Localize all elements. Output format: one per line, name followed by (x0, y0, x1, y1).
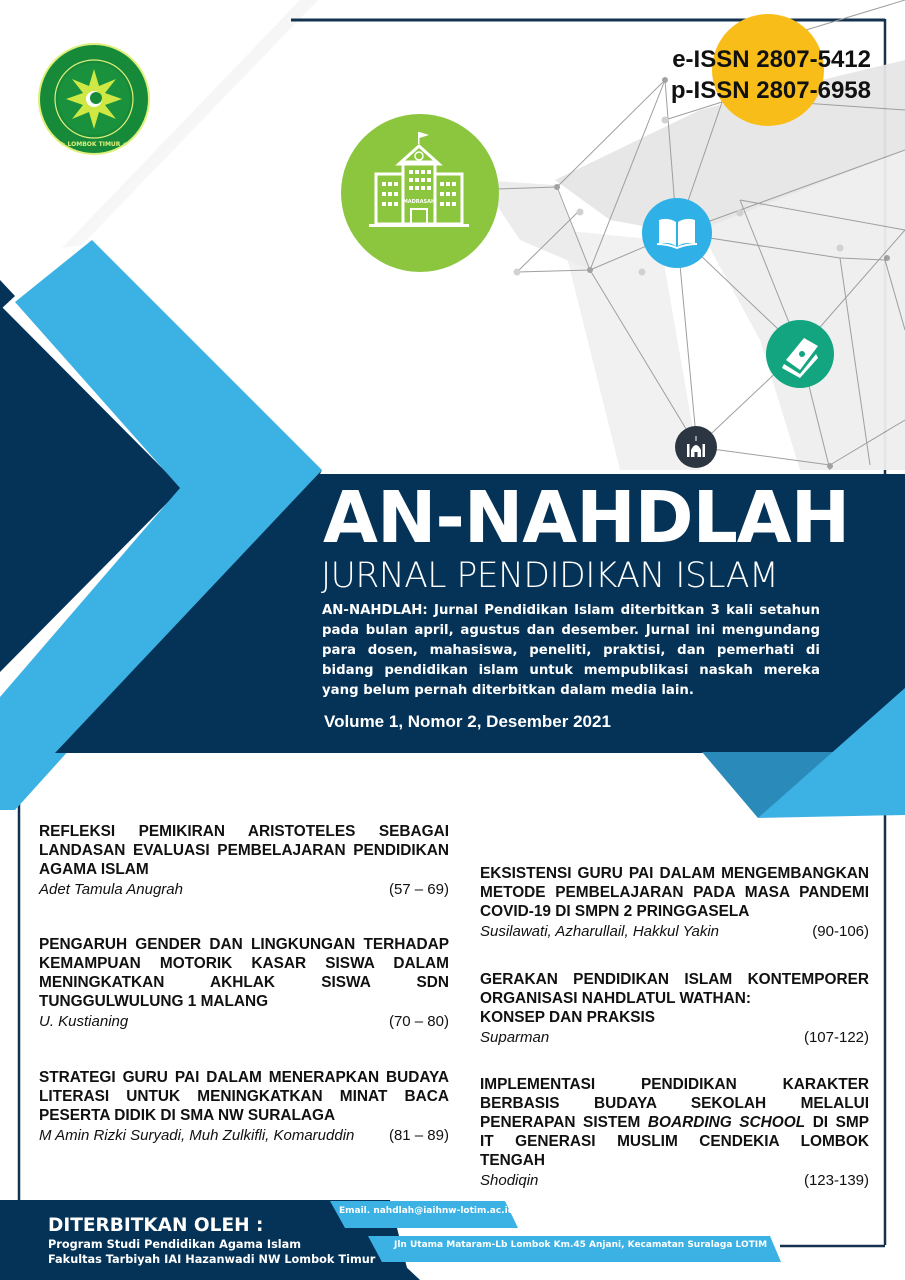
article-title: EKSISTENSI GURU PAI DALAM MENGEMBANGKAN METODE PEMBELAJARAN PADA MASA PANDEMI COVID-19 DI SMPN 2 PRINGGASELA (480, 865, 869, 920)
madrasah-building-icon (341, 114, 499, 272)
publisher-line: Fakultas Tarbiyah IAI Hazanwadi NW Lombok Timur (48, 1253, 376, 1266)
article-title: STRATEGI GURU PAI DALAM MENERAPKAN BUDAYA LITERASI UNTUK MENINGKATKAN MINAT BACA PESERTA DIDIK DI SMA NW SURALAGA (39, 1069, 449, 1124)
publisher-block (48, 1215, 375, 1267)
issn-block (671, 44, 871, 106)
publisher-line: Program Studi Pendidikan Agama Islam (48, 1238, 302, 1251)
article-authors: Adet Tamula Anugrah (39, 881, 183, 898)
article-item[interactable] (39, 935, 449, 1032)
e-issn: e-ISSN 2807-5412 (672, 46, 871, 73)
published-by-heading: DITERBITKAN OLEH : (48, 1215, 264, 1236)
svg-text:★ LOMBOK TIMUR ★: ★ LOMBOK TIMUR ★ (60, 141, 128, 148)
article-authors: Susilawati, Azharullail, Hakkul Yakin (480, 923, 719, 940)
article-title: REFLEKSI PEMIKIRAN ARISTOTELES SEBAGAI LANDASAN EVALUASI PEMBELAJARAN PENDIDIKAN AGAMA ISLAM (39, 823, 449, 878)
article-title: IMPLEMENTASI PENDIDIKAN KARAKTER BERBASIS BUDAYA SEKOLAH MELALUI PENERAPAN SISTEM BOARDING SCHOOL DI SMP IT GENERASI MUSLIM CENDEKIA LOMBOK TENGAH (480, 1076, 869, 1169)
article-pages: (57 – 69) (388, 881, 449, 898)
volume-info: Volume 1, Nomor 2, Desember 2021 (324, 712, 611, 731)
article-authors: U. Kustianing (39, 1013, 129, 1030)
mosque-icon (675, 426, 717, 468)
article-title: GERAKAN PENDIDIKAN ISLAM KONTEMPORER ORGANISASI NAHDLATUL WATHAN: KONSEP DAN PRAKSIS (480, 971, 869, 1026)
article-authors: M Amin Rizki Suryadi, Muh Zulkifli, Komaruddin (39, 1127, 355, 1144)
contact-email[interactable]: Email. nahdlah@iaihnw-lotim.ac.id (339, 1206, 515, 1216)
article-pages: (107-122) (803, 1029, 869, 1046)
quran-book-icon (766, 320, 834, 388)
article-item[interactable] (480, 1075, 869, 1191)
article-item[interactable] (39, 1068, 449, 1146)
p-issn: p-ISSN 2807-6958 (670, 77, 871, 104)
article-authors: Suparman (480, 1029, 550, 1046)
journal-title: AN-NAHDLAH (323, 476, 850, 559)
article-pages: (81 – 89) (388, 1127, 449, 1144)
institution-logo (37, 42, 151, 156)
open-book-icon (642, 198, 712, 268)
contact-address: Jln Utama Mataram-Lb Lombok Km.45 Anjani, Kecamatan Suralaga LOTIM (394, 1240, 768, 1250)
article-pages: (70 – 80) (388, 1013, 449, 1030)
article-item[interactable] (39, 822, 449, 900)
article-item[interactable] (480, 970, 869, 1048)
article-item[interactable] (480, 864, 869, 942)
journal-subtitle: JURNAL PENDIDIKAN ISLAM (321, 556, 779, 596)
journal-description: AN-NAHDLAH: Jurnal Pendidikan Islam diterbitkan 3 kali setahun pada bulan april, agustus dan desember. Jurnal ini mengundang para dosen, mahasiswa, peneliti, praktisi, dan pemerhati di bidang pendidikan islam untuk mempublikasi naskah mereka yang belum pernah diterbitkan dalam media lain. (322, 603, 820, 698)
article-pages: (90-106) (812, 923, 869, 940)
article-title: PENGARUH GENDER DAN LINGKUNGAN TERHADAP KEMAMPUAN MOTORIK KASAR SISWA DALAM MENINGKATKAN AKHLAK SISWA SDN TUNGGULWULUNG 1 MALANG (39, 936, 449, 1010)
article-authors: Shodiqin (480, 1172, 539, 1189)
svg-text:MADRASAH: MADRASAH (402, 199, 436, 205)
article-pages: (123-139) (803, 1172, 869, 1189)
